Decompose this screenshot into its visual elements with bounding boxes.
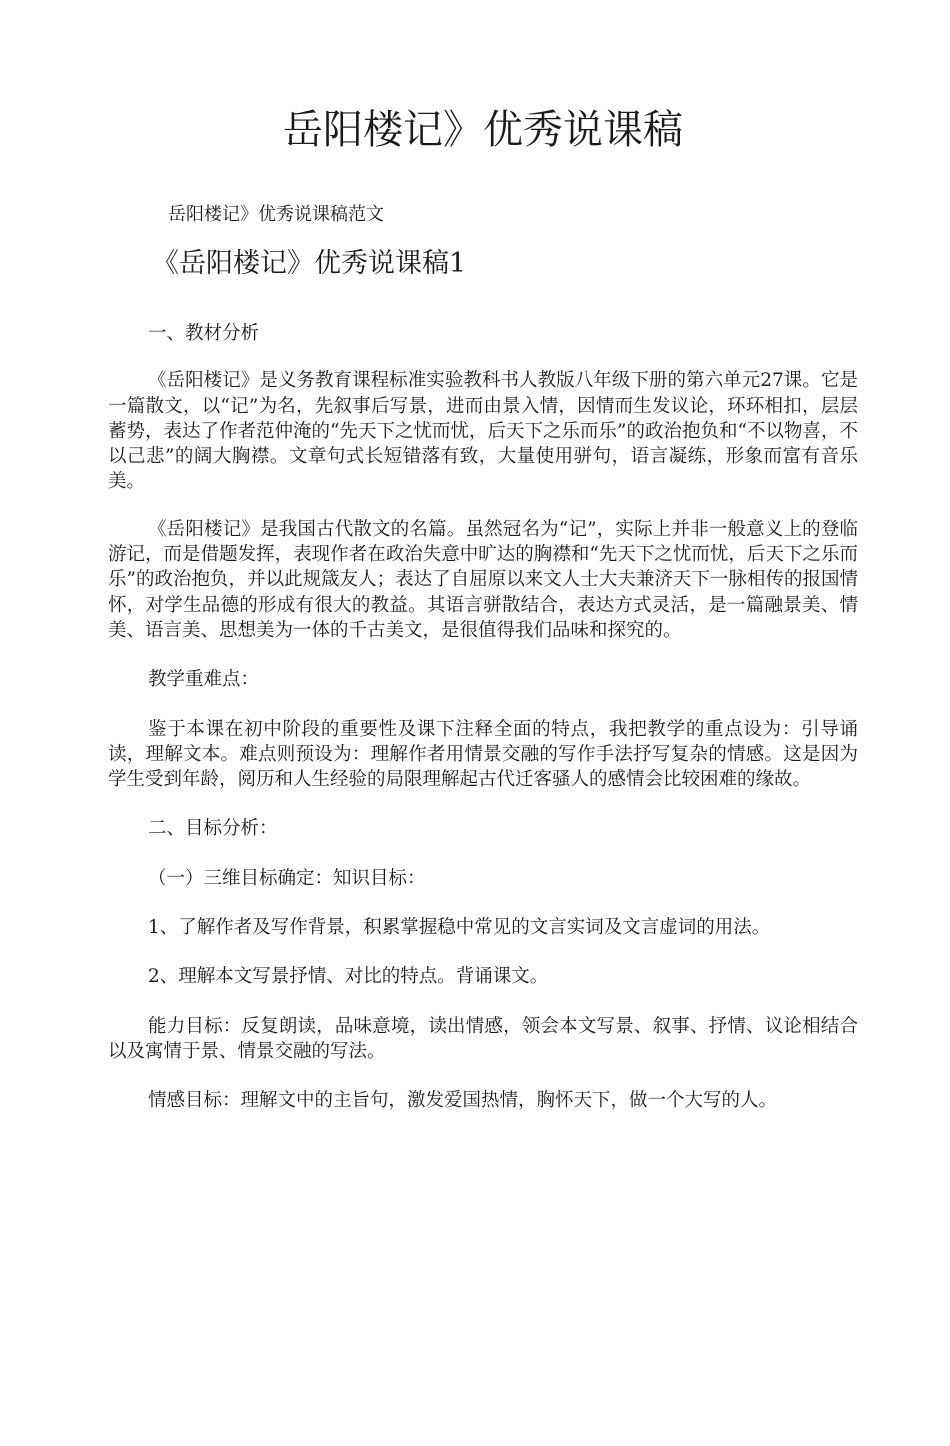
paragraph-key-points: 鉴于本课在初中阶段的重要性及课下注释全面的特点，我把教学的重点设为：引导诵读，理解文本。难点则预设为：理解作者用情景交融的写作手法抒写复杂的情感。这是因为学生受到年龄，阅历和人生经验的局限理解起古代迁客骚人的感情会比较困难的缘故。 xyxy=(108,718,858,791)
document-title: 岳阳楼记》优秀说课稿 xyxy=(283,107,683,153)
section-1-label: 一、教材分析 xyxy=(148,323,260,344)
ability-goal: 能力目标：反复朗读，品味意境，读出情感，领会本文写景、叙事、抒情、议论相结合以及寓情于景、情景交融的写法。 xyxy=(108,1015,858,1062)
section-2-label: 二、目标分析： xyxy=(148,818,278,840)
knowledge-goal-1: 1、了解作者及写作背景，积累掌握稳中常见的文言实词及文言虚词的用法。 xyxy=(148,917,771,939)
three-dimension-goals: （一）三维目标确定：知识目标： xyxy=(148,867,426,889)
knowledge-goal-2: 2、理解本文写景抒情、对比的特点。背诵课文。 xyxy=(148,966,549,988)
document-subtitle: 岳阳楼记》优秀说课稿范文 xyxy=(168,204,384,225)
paragraph-classic-prose: 《岳阳楼记》是我国古代散文的名篇。虽然冠名为“记”，实际上并非一般意义上的登临游记，而是借题发挥，表现作者在政治失意中旷达的胸襟和“先天下之忧而忧，后天下之乐而乐”的政治抱负，并以此规箴友人；表达了自屈原以来文人士大夫兼济天下一脉相传的报国情怀，对学生品德的形成有很大的教益。其语言骈散结合，表达方式灵活，是一篇融景美、情美、语言美、思想美为一体的千古美文，是很值得我们品味和探究的。 xyxy=(108,518,858,641)
emotion-goal: 情感目标：理解文中的主旨句，激发爱国热情，胸怀天下，做一个大写的人。 xyxy=(148,1090,778,1112)
key-points-label: 教学重难点： xyxy=(148,669,260,691)
paragraph-textbook-intro: 《岳阳楼记》是义务教育课程标准实验教科书人教版八年级下册的第六单元27课。它是一篇散文，以“记”为名，先叙事后写景，进而由景入情，因情而生发议论，环环相扣，层层蓄势，表达了作者范仲淹的“先天下之忧而忧，后天下之乐而乐”的政治抱负和“不以物喜，不以己悲”的阔大胸襟。文章句式长短错落有致，大量使用骈句，语言凝练，形象而富有音乐美。 xyxy=(108,370,858,493)
section-heading: 《岳阳楼记》优秀说课稿1 xyxy=(152,248,467,279)
document-page xyxy=(0,102,950,1446)
